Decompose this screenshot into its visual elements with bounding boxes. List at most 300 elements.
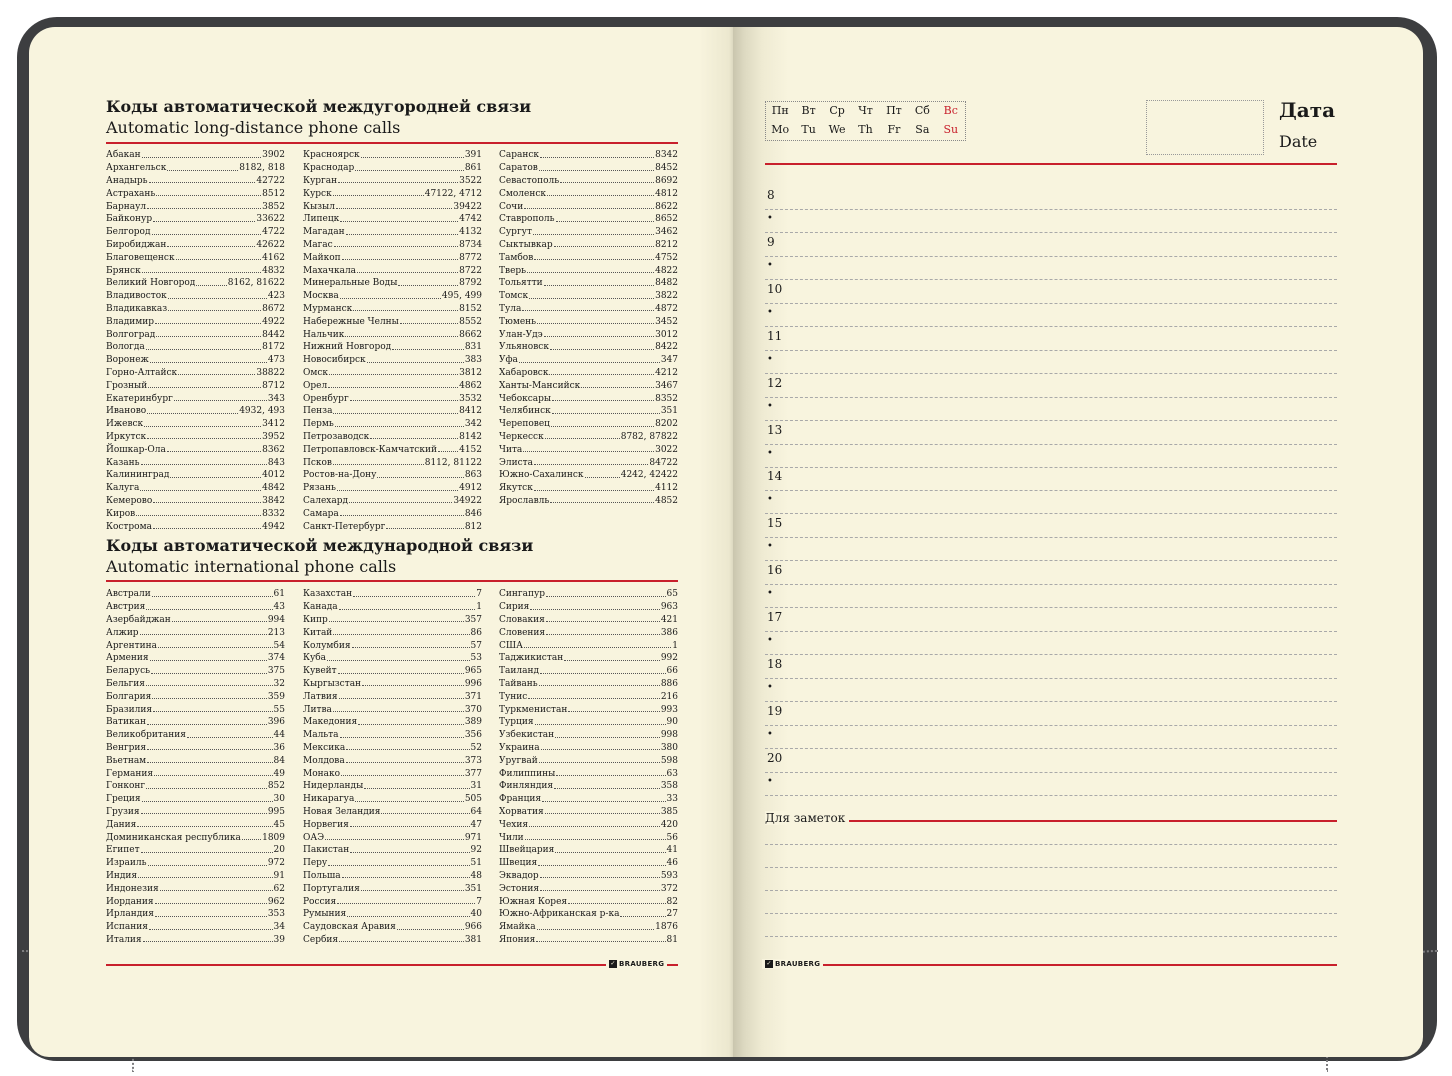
international-code-row	[303, 895, 482, 908]
international-divider	[106, 580, 678, 582]
international-code-row	[106, 639, 285, 652]
notes-line[interactable]	[765, 890, 1337, 891]
international-code-row	[499, 690, 678, 703]
domestic-code-row	[106, 507, 285, 520]
dot-leader	[357, 272, 458, 273]
dial-code: 92	[470, 845, 482, 856]
dial-code: 4152	[459, 444, 482, 455]
dot-leader	[568, 903, 665, 904]
international-code-row	[303, 780, 482, 793]
schedule-line[interactable]	[765, 631, 1337, 632]
domestic-code-row	[303, 456, 482, 469]
dial-code: 213	[267, 627, 285, 638]
place-name: Никарагуа	[303, 794, 355, 805]
domestic-code-row	[303, 149, 482, 162]
place-name: Казань	[106, 457, 140, 468]
place-name: Ханты-Мансийск	[499, 380, 581, 391]
place-name: Эквадор	[499, 870, 539, 881]
dot-leader	[568, 711, 659, 712]
schedule-line[interactable]	[765, 725, 1337, 726]
schedule-line[interactable]	[765, 584, 1337, 585]
dot-leader	[386, 528, 463, 529]
place-name: Курск	[303, 188, 332, 199]
dial-code: 3822	[655, 291, 678, 302]
dial-code: 27	[666, 909, 678, 920]
dot-leader	[155, 916, 267, 917]
schedule-line[interactable]	[765, 420, 1337, 421]
domestic-code-row	[106, 354, 285, 367]
place-name: Нальчик	[303, 329, 345, 340]
dial-code: 371	[464, 691, 482, 702]
place-name: Ставрополь	[499, 214, 555, 225]
place-name: Мальта	[303, 730, 339, 741]
international-code-row	[499, 754, 678, 767]
dial-code: 966	[464, 922, 482, 933]
dial-code: 3012	[655, 329, 678, 340]
dial-code: 965	[464, 666, 482, 677]
place-name: Челябинск	[499, 406, 551, 417]
schedule-line[interactable]	[765, 654, 1337, 655]
weekday-ru-thu[interactable]: Чт	[858, 104, 873, 117]
dial-code: 8482	[655, 278, 678, 289]
schedule-line[interactable]	[765, 772, 1337, 773]
international-code-row	[303, 857, 482, 870]
domestic-code-row	[499, 213, 678, 226]
domestic-code-row	[303, 251, 482, 264]
place-name: Австрали	[106, 589, 151, 600]
place-name: Южно-Африканская р-ка	[499, 909, 620, 920]
dial-code: 8452	[655, 163, 678, 174]
place-name: Гонконг	[106, 781, 146, 792]
dial-code: 3852	[262, 201, 285, 212]
place-name: Магадан	[303, 227, 345, 238]
place-name: Магас	[303, 239, 333, 250]
international-code-row	[303, 614, 482, 627]
dial-code: 843	[267, 457, 285, 468]
place-name: Краснодар	[303, 163, 355, 174]
place-name: Кемерово	[106, 495, 153, 506]
domestic-code-row	[499, 162, 678, 175]
domestic-code-row	[106, 520, 285, 533]
dot-leader	[136, 515, 261, 516]
date-entry-box[interactable]	[1146, 100, 1264, 155]
dial-code: 3452	[655, 316, 678, 327]
place-name: Пенза	[303, 406, 333, 417]
domestic-code-row	[303, 315, 482, 328]
notes-line[interactable]	[765, 913, 1337, 914]
place-name: Монако	[303, 768, 341, 779]
dial-code: 391	[464, 150, 482, 161]
international-code-row	[106, 614, 285, 627]
dial-code: 420	[660, 819, 678, 830]
dot-leader	[539, 685, 660, 686]
weekday-ru-sun[interactable]: Вс	[943, 104, 958, 117]
place-name: ОАЭ	[303, 832, 325, 843]
weekday-en-sun[interactable]: Su	[943, 123, 959, 136]
domestic-code-row	[303, 495, 482, 508]
place-name: Украина	[499, 742, 540, 753]
schedule-line[interactable]	[765, 701, 1337, 702]
schedule-line[interactable]	[765, 607, 1337, 608]
domestic-code-row	[499, 277, 678, 290]
half-hour-bullet: •	[767, 306, 773, 318]
dot-leader	[620, 916, 665, 917]
schedule-line[interactable]	[765, 467, 1337, 468]
place-name: Великобритания	[106, 730, 186, 741]
hour-label: 17	[767, 610, 783, 625]
weekday-en-tue[interactable]: Tu	[801, 123, 816, 136]
notes-line[interactable]	[765, 844, 1337, 845]
international-code-row	[303, 588, 482, 601]
dial-code: 4812	[655, 188, 678, 199]
dot-leader	[141, 813, 267, 814]
dot-leader	[547, 195, 654, 196]
dot-leader	[554, 788, 660, 789]
schedule-line[interactable]	[765, 279, 1337, 280]
dot-leader	[155, 903, 267, 904]
international-code-row	[106, 716, 285, 729]
weekday-en-sat[interactable]: Sa	[915, 123, 930, 136]
domestic-code-row	[499, 418, 678, 431]
dial-code: 8792	[459, 278, 482, 289]
dot-leader	[334, 246, 458, 247]
dot-leader	[151, 673, 267, 674]
place-name: Смоленск	[499, 188, 547, 199]
schedule-line[interactable]	[765, 232, 1337, 233]
place-name: Владивосток	[106, 291, 167, 302]
place-name: Литва	[303, 704, 332, 715]
dot-leader	[536, 941, 665, 942]
dial-code: 4942	[262, 521, 285, 532]
dot-leader	[545, 813, 660, 814]
half-hour-bullet: •	[767, 541, 773, 553]
dial-code: 55	[273, 704, 285, 715]
half-hour-bullet: •	[767, 213, 773, 224]
dial-code: 1809	[262, 832, 285, 843]
dot-leader	[158, 647, 273, 648]
place-name: Перу	[303, 858, 328, 869]
international-code-row	[106, 652, 285, 665]
dial-code: 353	[267, 909, 285, 920]
dial-code: 8782, 87822	[620, 431, 678, 442]
domestic-code-row	[499, 392, 678, 405]
place-name: Индонезия	[106, 883, 159, 894]
place-name: Псков	[303, 457, 332, 468]
place-name: Бельгия	[106, 678, 145, 689]
dial-code: 380	[660, 742, 678, 753]
dial-code: 4742	[459, 214, 482, 225]
international-code-row	[303, 639, 482, 652]
domestic-code-row	[303, 482, 482, 495]
dot-leader	[585, 477, 620, 478]
place-name: Ирландия	[106, 909, 154, 920]
dial-code: 863	[464, 470, 482, 481]
place-name: Чехия	[499, 819, 529, 830]
dot-leader	[350, 852, 469, 853]
domestic-code-row	[303, 162, 482, 175]
schedule-line[interactable]	[765, 303, 1337, 304]
domestic-code-row	[303, 239, 482, 252]
dial-code: 81	[666, 934, 678, 945]
international-code-row	[499, 831, 678, 844]
dial-code: 8142	[459, 431, 482, 442]
half-hour-bullet: •	[767, 447, 773, 459]
dial-code: 994	[267, 614, 285, 625]
dot-leader	[546, 596, 666, 597]
place-name: Москва	[303, 291, 339, 302]
dot-leader	[341, 775, 464, 776]
international-code-row	[499, 895, 678, 908]
dial-code: 7	[476, 896, 482, 907]
dot-leader	[333, 413, 458, 414]
dial-code: 65	[666, 589, 678, 600]
international-code-row	[106, 908, 285, 921]
dot-leader	[527, 272, 654, 273]
brand-logo-left	[606, 959, 667, 969]
place-name: Вьетнам	[106, 755, 147, 766]
international-code-row	[499, 921, 678, 934]
dial-code: 831	[464, 342, 482, 353]
dot-leader	[552, 400, 654, 401]
brand-check-icon: ✓	[766, 960, 772, 967]
place-name: Колумбия	[303, 640, 351, 651]
domestic-code-row	[499, 456, 678, 469]
dial-code: 56	[666, 832, 678, 843]
weekday-ru-tue[interactable]: Вт	[801, 104, 816, 117]
dot-leader	[524, 647, 671, 648]
place-name: Эстония	[499, 883, 539, 894]
dial-code: 66	[666, 666, 678, 677]
weekday-ru-wed[interactable]: Ср	[829, 104, 845, 117]
place-name: Абакан	[106, 150, 141, 161]
dial-code: 51	[470, 858, 482, 869]
place-name: Калининград	[106, 470, 170, 481]
place-name: Аргентина	[106, 640, 157, 651]
dot-leader	[392, 349, 464, 350]
place-name: Чили	[499, 832, 524, 843]
weekday-ru-sat[interactable]: Сб	[914, 104, 930, 117]
international-code-row	[499, 665, 678, 678]
schedule-line[interactable]	[765, 748, 1337, 749]
place-name: Набережные Челны	[303, 316, 399, 327]
dot-leader	[146, 609, 272, 610]
dot-leader	[339, 698, 464, 699]
dial-code: 495, 499	[441, 291, 482, 302]
dot-leader	[152, 596, 273, 597]
schedule-line[interactable]	[765, 513, 1337, 514]
weekday-en-fri[interactable]: Fr	[887, 123, 901, 136]
international-code-row	[499, 844, 678, 857]
international-code-row	[499, 857, 678, 870]
dot-leader	[338, 182, 458, 183]
brand-check-icon: ✓	[610, 960, 616, 967]
place-name: Йошкар-Ола	[106, 444, 166, 455]
place-name: Нидерланды	[303, 781, 364, 792]
weekday-ru-fri[interactable]: Пт	[886, 104, 902, 117]
dot-leader	[524, 208, 654, 209]
place-name: Воронеж	[106, 355, 149, 366]
dot-leader	[350, 826, 470, 827]
place-name: Брянск	[106, 265, 141, 276]
dot-leader	[142, 272, 261, 273]
domestic-code-row	[303, 200, 482, 213]
dial-code: 62	[273, 883, 285, 894]
international-code-row	[499, 780, 678, 793]
dial-code: 61	[273, 589, 285, 600]
dot-leader	[522, 310, 654, 311]
dial-code: 8212	[655, 239, 678, 250]
international-code-row	[303, 882, 482, 895]
dot-leader	[541, 749, 660, 750]
dot-leader	[377, 477, 463, 478]
schedule-line[interactable]	[765, 350, 1337, 351]
dot-leader	[150, 660, 267, 661]
dial-code: 423	[267, 291, 285, 302]
notes-line[interactable]	[765, 936, 1337, 937]
international-code-row	[303, 831, 482, 844]
place-name: Ярославль	[499, 495, 550, 506]
international-code-row	[303, 729, 482, 742]
dot-leader	[147, 413, 238, 414]
place-name: Кызыл	[303, 201, 335, 212]
hour-label: 20	[767, 750, 783, 765]
place-name: Франция	[499, 794, 542, 805]
schedule-line[interactable]	[765, 373, 1337, 374]
international-code-row	[303, 767, 482, 780]
dial-code: 4852	[655, 495, 678, 506]
weekday-en-thu[interactable]: Th	[858, 123, 873, 136]
domestic-code-row	[106, 341, 285, 354]
dot-leader	[170, 477, 261, 478]
weekday-ru-mon[interactable]: Пн	[771, 104, 789, 117]
schedule-line[interactable]	[765, 560, 1337, 561]
dot-leader	[333, 634, 469, 635]
dot-leader	[342, 259, 458, 260]
place-name: Сургут	[499, 227, 532, 238]
dot-leader	[155, 323, 261, 324]
dot-leader	[340, 221, 458, 222]
dot-leader	[544, 285, 654, 286]
dial-code: 4242, 42422	[620, 470, 678, 481]
schedule-line[interactable]	[765, 537, 1337, 538]
international-code-row	[303, 754, 482, 767]
dot-leader	[174, 400, 267, 401]
schedule-line[interactable]	[765, 397, 1337, 398]
international-code-row	[106, 742, 285, 755]
dot-leader	[149, 182, 256, 183]
schedule-line[interactable]	[765, 326, 1337, 327]
dial-code: 598	[660, 755, 678, 766]
dot-leader	[381, 813, 469, 814]
weekday-en-wed[interactable]: We	[828, 123, 846, 136]
dot-leader	[546, 621, 660, 622]
place-name: Элиста	[499, 457, 533, 468]
domestic-code-row	[106, 482, 285, 495]
domestic-code-row	[106, 303, 285, 316]
dot-leader	[345, 336, 458, 337]
international-code-row	[106, 895, 285, 908]
international-code-row	[303, 870, 482, 883]
international-code-row	[106, 780, 285, 793]
dot-leader	[160, 890, 273, 891]
dial-code: 3532	[459, 393, 482, 404]
domestic-code-row	[499, 187, 678, 200]
dial-code: 8182, 818	[239, 163, 285, 174]
dot-leader	[533, 234, 654, 235]
place-name: Ростов-на-Дону	[303, 470, 377, 481]
international-codes-subtitle: Automatic international phone calls	[106, 557, 397, 576]
half-hour-bullet: •	[767, 635, 773, 647]
weekday-en-mon[interactable]: Mo	[771, 123, 790, 136]
dot-leader	[540, 877, 660, 878]
international-code-row	[303, 690, 482, 703]
place-name: Мурманск	[303, 303, 353, 314]
dial-code: 4822	[655, 265, 678, 276]
dot-leader	[355, 170, 464, 171]
domestic-code-row	[499, 354, 678, 367]
right-footer-line	[765, 964, 1337, 966]
international-code-row	[106, 818, 285, 831]
schedule-line[interactable]	[765, 795, 1337, 796]
place-name: Тюмень	[499, 316, 537, 327]
place-name: Ямайка	[499, 922, 536, 933]
place-name: Мексика	[303, 742, 346, 753]
dial-code: 8622	[655, 201, 678, 212]
place-name: Хабаровск	[499, 367, 549, 378]
place-name: США	[499, 640, 523, 651]
dot-leader	[340, 515, 464, 516]
place-name: Сербия	[303, 934, 339, 945]
schedule-line[interactable]	[765, 444, 1337, 445]
dot-leader	[138, 877, 272, 878]
place-name: Египет	[106, 845, 140, 856]
dot-leader	[438, 451, 458, 452]
international-code-row	[106, 729, 285, 742]
place-name: Россия	[303, 896, 337, 907]
international-code-row	[303, 703, 482, 716]
hour-label: 9	[767, 234, 775, 249]
place-name: Болгария	[106, 691, 152, 702]
schedule-line[interactable]	[765, 209, 1337, 210]
dot-leader	[539, 170, 654, 171]
domestic-code-row	[499, 482, 678, 495]
dot-leader	[353, 310, 458, 311]
dial-code: 31	[470, 781, 482, 792]
domestic-code-row	[106, 277, 285, 290]
dot-leader	[353, 596, 475, 597]
dot-leader	[333, 195, 424, 196]
place-name: Улан-Удэ	[499, 329, 543, 340]
place-name: Польша	[303, 870, 341, 881]
dial-code: 3522	[459, 175, 482, 186]
dot-leader	[364, 788, 469, 789]
dot-leader	[156, 195, 261, 196]
half-hour-bullet: •	[767, 728, 773, 740]
schedule-line[interactable]	[765, 256, 1337, 257]
international-code-row	[499, 767, 678, 780]
dot-leader	[537, 323, 654, 324]
dot-leader	[367, 362, 464, 363]
notes-line[interactable]	[765, 867, 1337, 868]
domestic-code-row	[499, 303, 678, 316]
domestic-codes-column-1	[106, 149, 285, 533]
dial-code: 963	[660, 602, 678, 613]
schedule-line[interactable]	[765, 678, 1337, 679]
dial-code: 32	[273, 678, 285, 689]
place-name: Биробиджан	[106, 239, 167, 250]
dial-code: 8342	[655, 150, 678, 161]
schedule-line[interactable]	[765, 490, 1337, 491]
